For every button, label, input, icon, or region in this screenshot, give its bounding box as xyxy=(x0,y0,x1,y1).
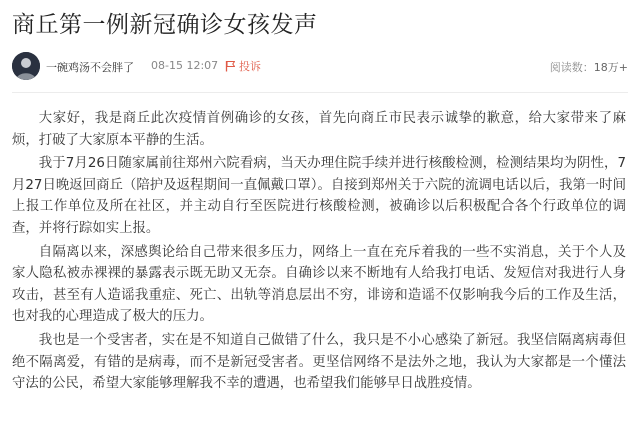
view-count-value: 18万+ xyxy=(593,61,628,74)
article-paragraph: 我于7月26日随家属前往郑州六院看病，当天办理住院手续并进行核酸检测，检测结果均为阴性，7月27日晚返回商丘（陪护及返程期间一直佩戴口罩）。自接到郑州关于六院的流调电话以后，我第一时间上报工作单位及所在社区，并主动自行至医院进行核酸检测，被确诊以后积极配合各个行政单位的调查，并将行踪如实上报。 xyxy=(12,156,626,236)
publish-date: 08-15 12:07 xyxy=(151,59,219,72)
author-name[interactable]: 一碗鸡汤不会胖了 xyxy=(46,61,134,74)
report-button[interactable] xyxy=(225,56,261,76)
avatar-image xyxy=(12,52,40,80)
article-body xyxy=(12,108,626,397)
article-paragraph: 大家好，我是商丘此次疫情首例确诊的女孩，首先向商丘市民表示诚挚的歉意，给大家带来了麻烦，打破了大家原本平静的生活。 xyxy=(12,111,626,148)
article-paragraph: 我也是一个受害者，实在是不知道自己做错了什么，我只是不小心感染了新冠。我坚信隔离病毒但绝不隔离爱，有错的是病毒，而不是新冠受害者。更坚信网络不是法外之地，我认为大家都是一个懂法守法的公民，希望大家能够理解我不幸的遭遇，也希望我们能够早日战胜疫情。 xyxy=(12,332,626,392)
avatar[interactable] xyxy=(12,52,40,80)
page-title: 商丘第一例新冠确诊女孩发声 xyxy=(12,12,318,38)
view-count xyxy=(550,59,628,75)
divider xyxy=(12,92,628,93)
article-meta xyxy=(12,52,628,80)
report-label: 投诉 xyxy=(239,60,261,73)
flag-icon xyxy=(225,60,236,72)
view-count-label: 阅读数： xyxy=(549,61,594,74)
article-paragraph: 自隔离以来，深感舆论给自己带来很多压力，网络上一直在充斥着我的一些不实消息，关于个人及家人隐私被赤裸裸的暴露表示既无助又无奈。自确诊以来不断地有人给我打电话、发短信对我进行人身攻击，甚至有人造谣我重症、死亡、出轨等消息层出不穷，诽谤和造谣不仅影响我今后的工作及生活，也对我的心理造成了极大的压力。 xyxy=(12,244,626,325)
